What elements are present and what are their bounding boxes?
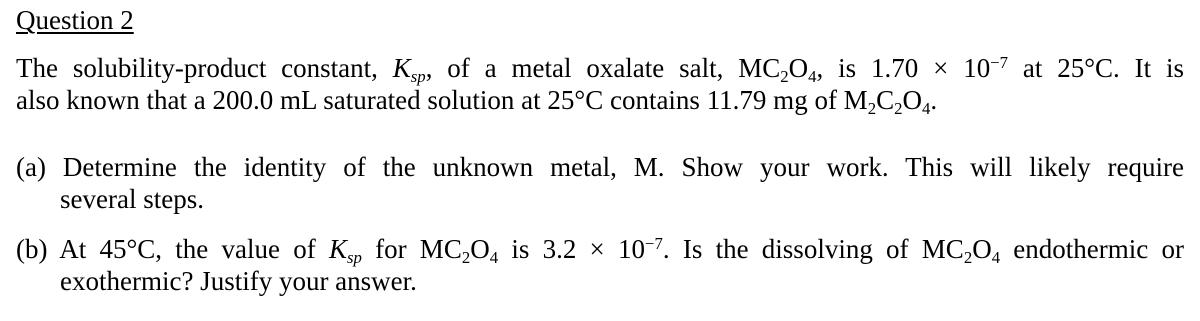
exponent: −7 — [645, 233, 663, 253]
part-a-line-2: several steps. — [60, 184, 204, 214]
intro-text: . — [930, 85, 938, 115]
formula-subscript: 2 — [963, 247, 973, 267]
ksp-symbol: K — [392, 53, 411, 83]
part-b-text: O — [470, 234, 490, 264]
ksp-subscript: sp — [346, 247, 362, 267]
intro-line-2 — [16, 84, 937, 116]
part-b-text: O — [972, 234, 992, 264]
part-b-line-2: exothermic? Justify your answer. — [60, 266, 417, 296]
intro-text: , is 1.70 × 10 — [816, 53, 991, 83]
part-a-line-1: (a) Determine the identity of the unknown metal, M. Show your work. This will likely require — [16, 152, 1184, 182]
intro-text: The solubility-product constant, — [16, 53, 393, 83]
formula-subscript: 2 — [894, 98, 903, 118]
intro-text: also known that a 200.0 mL saturated solution at 25°C contains 11.79 mg of M — [16, 85, 868, 115]
intro-line-1 — [16, 52, 1184, 84]
intro-text: O — [788, 53, 809, 83]
exponent: −7 — [990, 52, 1009, 72]
intro-text: C — [876, 85, 895, 115]
intro-text: O — [902, 85, 922, 115]
formula-subscript: 4 — [991, 247, 1001, 267]
formula-subscript: 4 — [489, 247, 499, 267]
part-b-text: for MC — [361, 234, 462, 264]
formula-subscript: 4 — [921, 98, 931, 118]
part-b-text: (b) At 45°C, the value of — [16, 234, 329, 264]
ksp-subscript: sp — [410, 66, 426, 86]
intro-text: , of a metal oxalate salt, MC — [425, 53, 781, 83]
formula-subscript: 2 — [867, 98, 877, 118]
intro-text: at 25°C. It is — [1008, 53, 1184, 83]
ksp-symbol: K — [328, 234, 347, 264]
formula-subscript: 2 — [461, 247, 471, 267]
part-b-line-1 — [16, 233, 1184, 265]
question-heading: Question 2 — [16, 5, 134, 35]
formula-subscript: 2 — [780, 66, 789, 86]
part-b-text: . Is the dissolving of MC — [662, 234, 964, 264]
part-b-text: is 3.2 × 10 — [498, 234, 646, 264]
part-b-text: endothermic or — [1000, 234, 1184, 264]
formula-subscript: 4 — [808, 66, 817, 86]
